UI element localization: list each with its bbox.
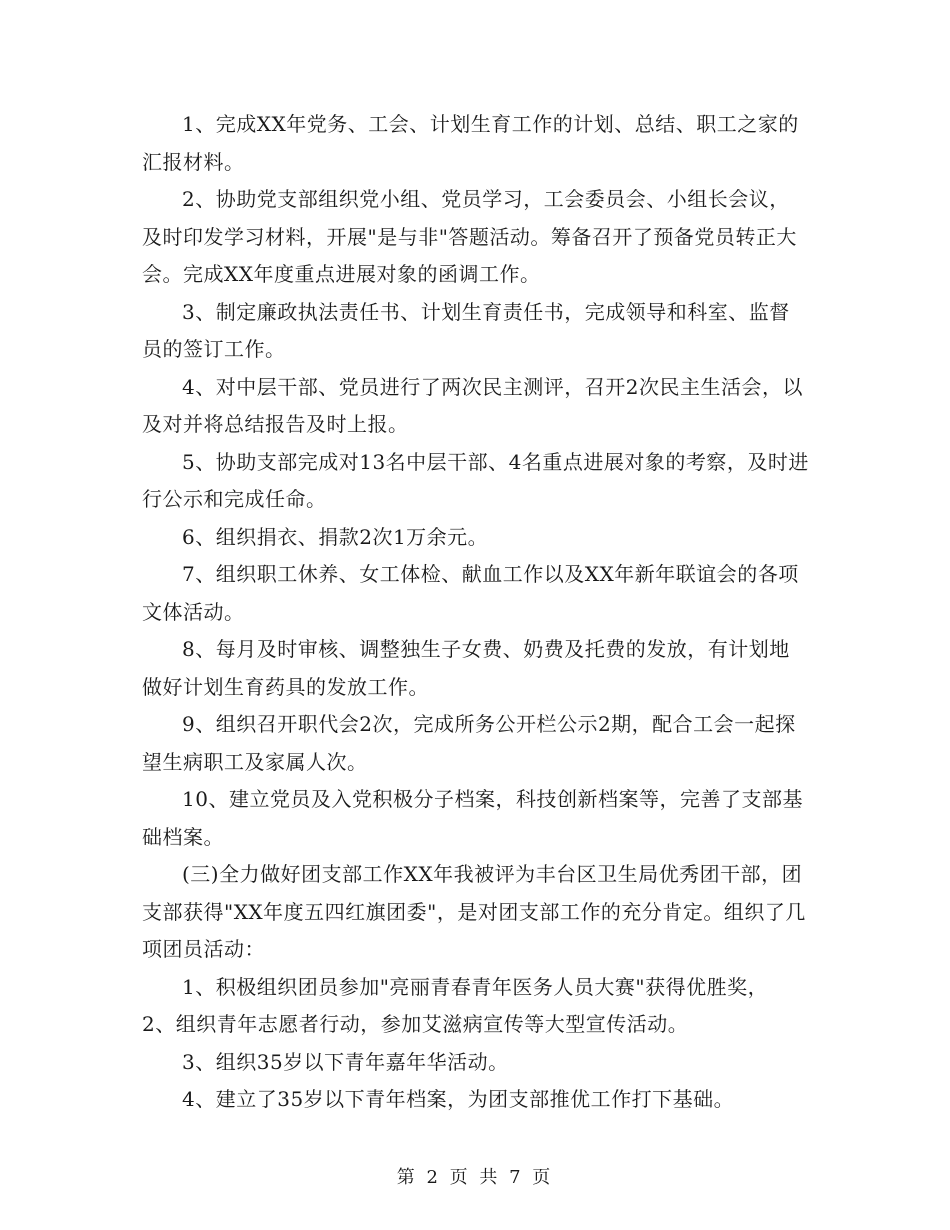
- paragraph-youth-2: 2、组织青年志愿者行动，参加艾滋病宣传等大型宣传活动。: [142, 1012, 689, 1036]
- paragraph-5: 5、协助支部完成对13名中层干部、4名重点进展对象的考察，及时进行公示和完成任命。: [142, 449, 809, 511]
- paragraph-8: 8、每月及时审核、调整独生子女费、奶费及托费的发放，有计划地做好计划生育药具的发放工作。: [142, 637, 790, 699]
- paragraph-1: 1、完成XX年党务、工会、计划生育工作的计划、总结、职工之家的汇报材料。: [142, 112, 799, 174]
- paragraph-7: 7、组织职工休养、女工体检、献血工作以及XX年新年联谊会的各项文体活动。: [142, 562, 799, 624]
- paragraph-youth-3: 3、组织35岁以下青年嘉年华活动。: [182, 1049, 509, 1074]
- paragraph-youth-1: 1、积极组织团员参加"亮丽青春青年医务人员大赛"获得优胜奖，: [182, 974, 769, 999]
- document-body: [142, 106, 810, 1119]
- paragraph-2: 2、协助党支部组织党小组、党员学习，工会委员会、小组长会议，及时印发学习材料，开展"是与非"答题活动。筹备召开了预备党员转正大会。完成XX年度重点进展对象的函调工作。: [142, 187, 797, 286]
- paragraph-4: 4、对中层干部、党员进行了两次民主测评，召开2次民主生活会，以及对并将总结报告及时上报。: [142, 374, 803, 436]
- paragraph-section-3: (三)全力做好团支部工作XX年我被评为丰台区卫生局优秀团干部，团支部获得"XX年度五四红旗团委"，是对团支部工作的充分肯定。组织了几项团员活动：: [142, 862, 806, 961]
- paragraph-10: 10、建立党员及入党积极分子档案，科技创新档案等，完善了支部基础档案。: [142, 787, 803, 849]
- paragraph-3: 3、制定廉政执法责任书、计划生育责任书，完成领导和科室、监督员的签订工作。: [142, 299, 790, 361]
- paragraph-youth-4: 4、建立了35岁以下青年档案，为团支部推优工作打下基础。: [182, 1087, 735, 1111]
- page-footer: 第 2 页 共 7 页: [396, 1167, 554, 1188]
- paragraph-9: 9、组织召开职代会2次，完成所务公开栏公示2期，配合工会一起探望生病职工及家属人次。: [142, 712, 796, 774]
- paragraph-6: 6、组织捐衣、捐款2次1万余元。: [182, 524, 489, 549]
